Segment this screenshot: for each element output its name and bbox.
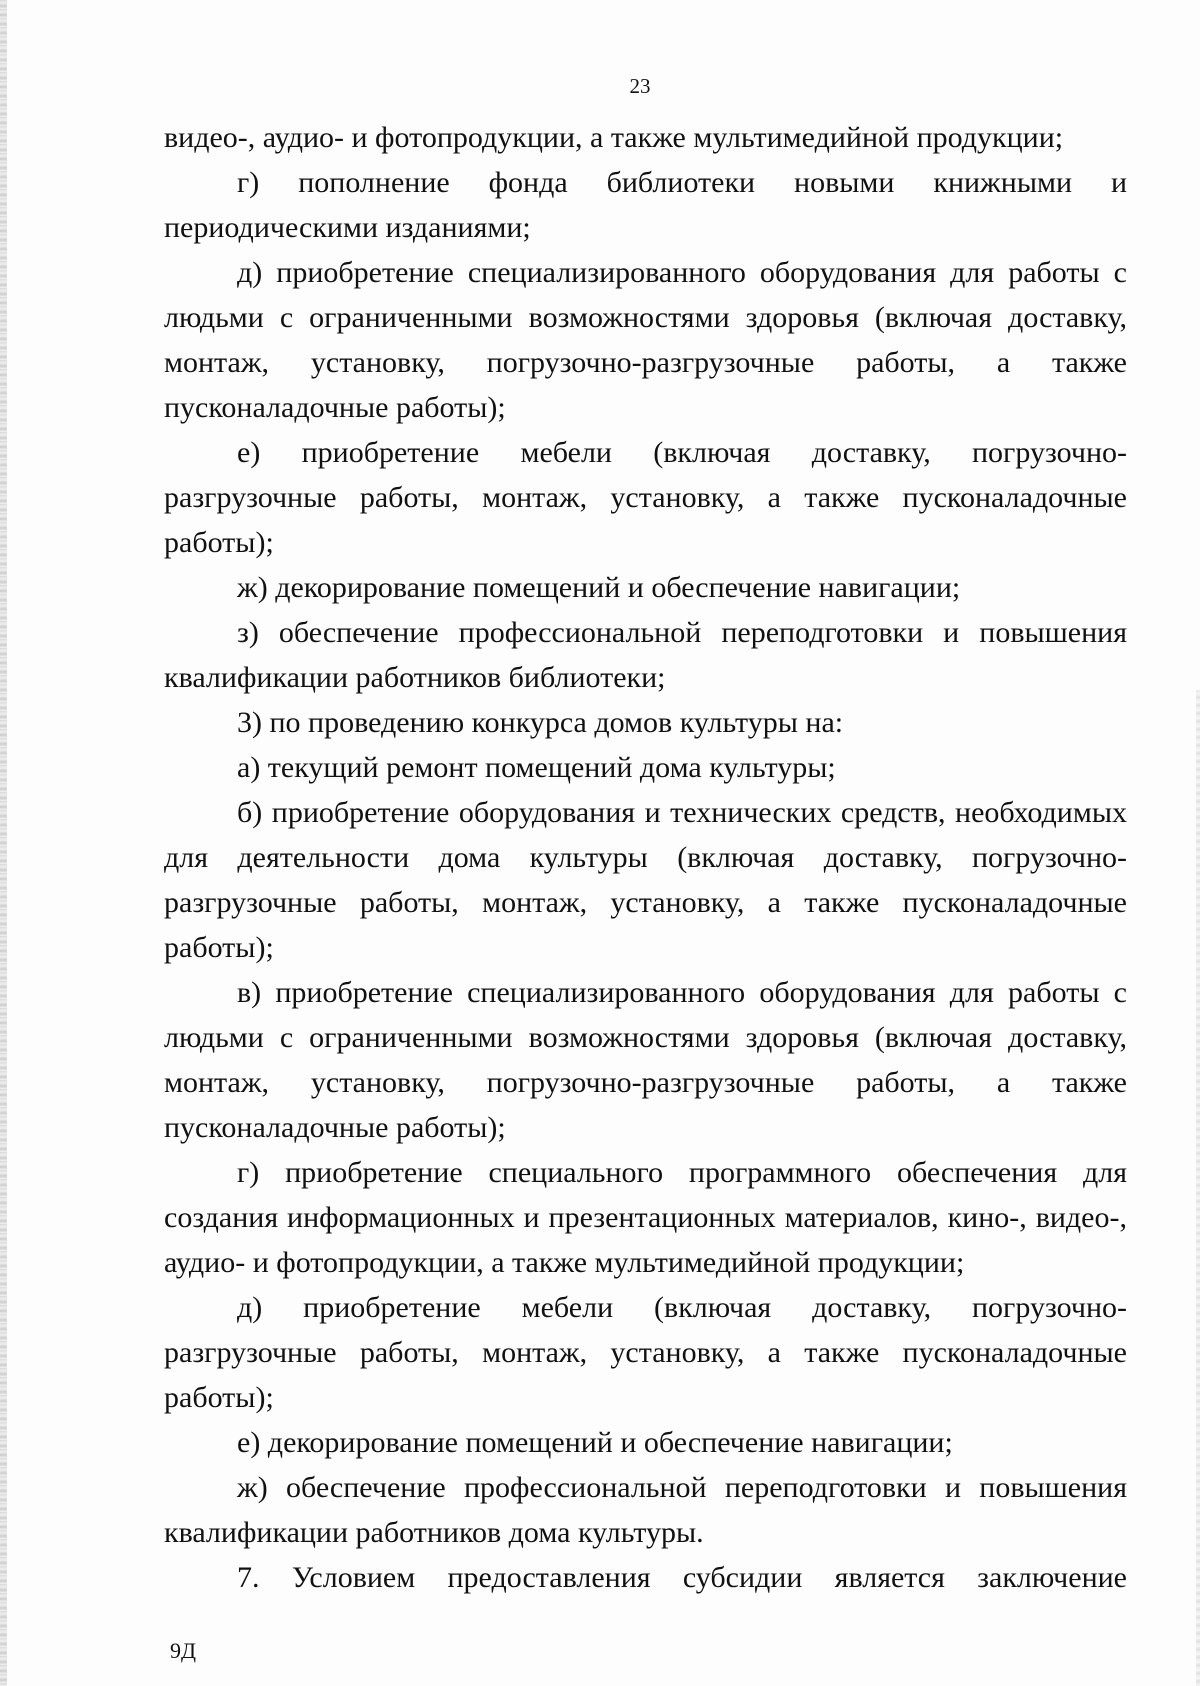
paragraph-item-d-library: д) приобретение специализированного оборудования для работы с людьми с ограниченными возможностями здоровья (включая доставку, монтаж, установку, погрузочно-разгрузочные работы, а также пусконаладочные работы); [164, 256, 1127, 424]
paragraph-item-zh-library: ж) декорирование помещений и обеспечение навигации; [237, 571, 961, 604]
paragraph-item-g-culture: г) приобретение специального программного обеспечения для создания информационных и презентационных материалов, кино-, видео-, аудио- и фотопродукции, а также мультимедийной продукции; [164, 1156, 1127, 1279]
paragraph-item-zh-culture: ж) обеспечение профессиональной переподготовки и повышения квалификации работников дома культуры. [164, 1471, 1127, 1549]
document-body [164, 115, 1127, 1600]
paragraph-continuation: видео-, аудио- и фотопродукции, а также мультимедийной продукции; [164, 121, 1064, 154]
paragraph-item-a-culture: а) текущий ремонт помещений дома культуры; [237, 751, 836, 784]
paragraph-section-3: 3) по проведению конкурса домов культуры на: [237, 706, 844, 739]
paragraph-item-z-library: з) обеспечение профессиональной переподготовки и повышения квалификации работников библиотеки; [164, 616, 1127, 694]
scan-edge-left [0, 0, 7, 1686]
footer-code: 9Д [170, 1638, 197, 1663]
scan-edge-right [1196, 690, 1200, 1686]
paragraph-item-e-library: е) приобретение мебели (включая доставку, погрузочно-разгрузочные работы, монтаж, установку, а также пусконаладочные работы); [164, 436, 1127, 559]
paragraph-clause-7: 7. Условием предоставления субсидии является заключение [237, 1561, 1127, 1594]
paragraph-item-g-library: г) пополнение фонда библиотеки новыми книжными и периодическими изданиями; [164, 166, 1127, 244]
paragraph-item-v-culture: в) приобретение специализированного оборудования для работы с людьми с ограниченными возможностями здоровья (включая доставку, монтаж, установку, погрузочно-разгрузочные работы, а также пусконаладочные работы); [164, 976, 1127, 1144]
paragraph-item-d-culture: д) приобретение мебели (включая доставку, погрузочно-разгрузочные работы, монтаж, установку, а также пусконаладочные работы); [164, 1291, 1127, 1414]
page-number: 23 [629, 74, 651, 98]
paragraph-item-e-culture: е) декорирование помещений и обеспечение навигации; [237, 1426, 953, 1459]
paragraph-item-b-culture: б) приобретение оборудования и технических средств, необходимых для деятельности дома культуры (включая доставку, погрузочно-разгрузочные работы, монтаж, установку, а также пусконаладочные работы); [164, 796, 1127, 964]
